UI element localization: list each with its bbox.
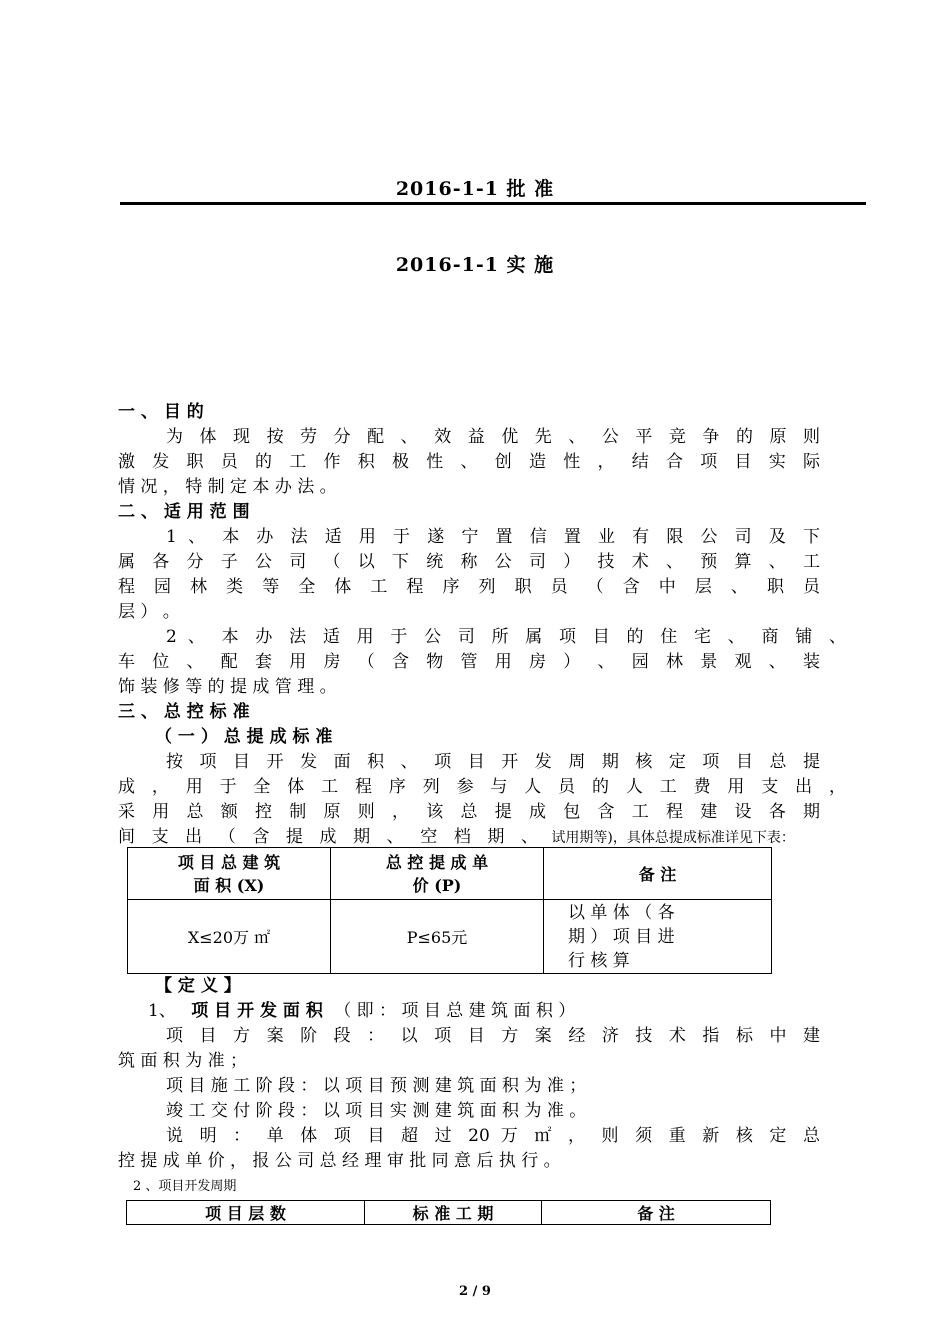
- development-cycle-table: [126, 1200, 771, 1225]
- table-cell: P≤65元: [331, 900, 544, 974]
- section-3-para-line: 采 用 总 额 控 制 原 则 ， 该 总 提 成 包 含 工 程 建 设 各 期: [118, 802, 820, 822]
- cell-text: 以 单 体 （ 各: [568, 902, 675, 923]
- approve-date-heading: 2016-1-1 批 准: [395, 178, 555, 200]
- table-cell: [544, 900, 772, 974]
- section-2-title: 二 、 适 用 范 围: [118, 502, 250, 522]
- table-header-cell: 备 注: [542, 1201, 771, 1225]
- definition-2-line: 2 、项目开发周期: [133, 1179, 237, 1194]
- section-3-subtitle: （ 一 ） 总 提 成 标 准: [155, 727, 333, 747]
- definition-1-note: （ 即 ： 项 目 总 建 筑 面 积 ）: [334, 1001, 576, 1021]
- table-header-cell: 标 准 工 期: [365, 1201, 542, 1225]
- section-2-para-line: 1 、 本 办 法 适 用 于 遂 宁 置 信 置 业 有 限 公 司 及 下: [166, 527, 820, 547]
- section-2-para-line: 程 园 林 类 等 全 体 工 程 序 列 职 员 （ 含 中 层 、 职 员: [118, 577, 820, 597]
- definition-para-line: 控 提 成 单 价 ， 报 公 司 总 经 理 审 批 同 意 后 执 行 。: [118, 1151, 561, 1171]
- commission-standard-table: [127, 847, 772, 974]
- section-2-para-line: 层 ） 。: [118, 602, 180, 622]
- section-1-para-line: 激 发 职 员 的 工 作 积 极 性 、 创 造 性 ， 结 合 项 目 实 际: [118, 452, 820, 472]
- section-3-para-text: 间 支 出 （ 含 提 成 期 、 空 档 期 、: [118, 827, 538, 847]
- section-2-para-line: 属 各 分 子 公 司 （ 以 下 统 称 公 司 ） 技 术 、 预 算 、 工: [118, 552, 820, 572]
- header-text: 价 (P): [412, 875, 462, 895]
- section-3-para-line: 成 ， 用 于 全 体 工 程 序 列 参 与 人 员 的 人 工 费 用 支 出 ，: [118, 777, 846, 797]
- section-1-para-line: 情 况 ， 特 制 定 本 办 法 。: [118, 477, 337, 497]
- section-3-title: 三 、 总 控 标 准: [118, 702, 250, 722]
- table-header-cell: 项 目 层 数: [127, 1201, 365, 1225]
- table-header-cell: [128, 848, 331, 900]
- section-2-para-line: 2 、 本 办 法 适 用 于 公 司 所 属 项 目 的 住 宅 、 商 铺 、: [166, 627, 846, 647]
- section-3-para-text-small: 试用期等)，具体总提成标准详见下表：: [551, 830, 795, 846]
- definition-1-term: 项 目 开 发 面 积: [191, 1001, 323, 1021]
- table-header-cell: [331, 848, 544, 900]
- definition-1-line: [148, 999, 575, 1024]
- definition-title: 【 定 义 】: [155, 976, 241, 996]
- definition-1-number: 1、: [148, 1001, 176, 1021]
- definition-para-line: 项 目 方 案 阶 段 ： 以 项 目 方 案 经 济 技 术 指 标 中 建: [166, 1026, 820, 1046]
- header-text: 面 积 (X): [193, 875, 265, 895]
- table-cell: X≤20万 ㎡: [128, 900, 331, 974]
- table-header-cell: 备 注: [544, 848, 772, 900]
- definition-para-line: 说 明 ： 单 体 项 目 超 过 20 万 ㎡ ， 则 须 重 新 核 定 总: [166, 1126, 820, 1146]
- header-divider: [120, 202, 866, 205]
- header-text: 总 控 提 成 单: [385, 852, 489, 872]
- definition-para-line: 筑 面 积 为 准 ；: [118, 1051, 248, 1071]
- section-2-para-line: 车 位 、 配 套 用 房 （ 含 物 管 用 房 ） 、 园 林 景 观 、 装: [118, 652, 820, 672]
- cell-text: 行 核 算: [568, 950, 630, 971]
- table-header-row: [127, 1201, 771, 1225]
- definition-para-line: 竣 工 交 付 阶 段 ： 以 项 目 实 测 建 筑 面 积 为 准 。: [166, 1101, 587, 1121]
- definition-para-line: 项 目 施 工 阶 段 ： 以 项 目 预 测 建 筑 面 积 为 准 ；: [166, 1076, 587, 1096]
- section-1-para-line: 为 体 现 按 劳 分 配 、 效 益 优 先 、 公 平 竞 争 的 原 则: [166, 427, 820, 447]
- implement-date-heading: 2016-1-1 实 施: [395, 254, 555, 276]
- table-row: [128, 900, 772, 974]
- header-text: 项 目 总 建 筑: [177, 852, 281, 872]
- section-1-title: 一 、 目 的: [118, 402, 204, 422]
- table-header-row: [128, 848, 772, 900]
- page-number: 2 / 9: [459, 1284, 491, 1299]
- cell-text: 期 ） 项 目 进: [568, 926, 675, 947]
- section-3-para-line: 按 项 目 开 发 面 积 、 项 目 开 发 周 期 核 定 项 目 总 提: [166, 752, 820, 772]
- section-2-para-line: 饰 装 修 等 的 提 成 管 理 。: [118, 677, 337, 697]
